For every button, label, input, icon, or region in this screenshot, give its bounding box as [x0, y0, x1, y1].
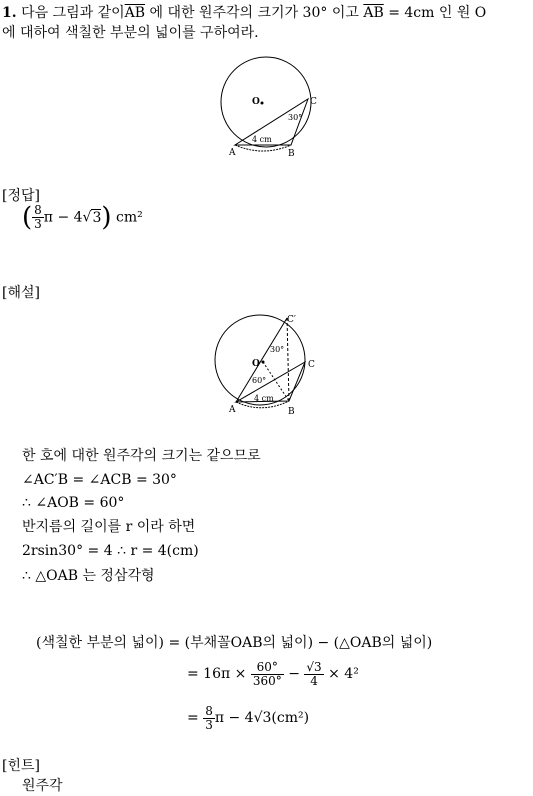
label-a: A [229, 405, 236, 415]
eq3-frac-den: 3 [205, 717, 213, 732]
circle [215, 315, 305, 405]
eq3-part-b: π − 4√3(cm²) [214, 710, 310, 726]
label-o: O [252, 359, 260, 369]
answer-pi-part: π − 4 [43, 209, 83, 226]
answer-heading: [정답] [2, 188, 40, 204]
eq2-part-a: = 16π × [187, 666, 247, 682]
solution-line-3: ∴ ∠AOB = 60° [22, 495, 125, 511]
length-label: 4 cm [254, 394, 274, 403]
problem-line-2: 에 대하여 색칠한 부분의 넓이를 구하여라. [2, 25, 259, 41]
eq2-sqrt-den: 4 [310, 673, 318, 688]
label-a: A [229, 148, 236, 158]
equation-line-1: (색칠한 부분의 넓이) = (부채꼴OAB의 넓이) − (△OAB의 넓이) [36, 635, 433, 651]
solution-line-2: ∠AC′B = ∠ACB = 30° [22, 472, 177, 488]
label-c: C [310, 97, 317, 107]
solution-line-6: ∴ △OAB 는 정삼각형 [22, 568, 155, 584]
eq3-equals: = [187, 710, 199, 726]
angle-60-label: 60° [252, 376, 267, 385]
figure-1-diagram [210, 54, 330, 160]
solution-heading: [해설] [2, 285, 40, 301]
angle-label: 30° [288, 113, 303, 122]
shaded-segment [235, 145, 291, 151]
answer-fraction [32, 204, 44, 231]
eq2-frac-num: 60° [251, 661, 284, 675]
label-o: O [252, 97, 260, 107]
problem-text-b: 에 대한 원주각의 크기가 30° 이고 [149, 5, 359, 21]
sqrt-symbol: √ [82, 209, 92, 226]
right-paren: ) [101, 202, 112, 233]
label-b: B [288, 407, 295, 417]
eq3-frac-num: 8 [205, 703, 213, 718]
hint-heading: [힌트] [2, 758, 40, 774]
answer-expression [22, 204, 143, 242]
angle-30-label: 30° [270, 345, 285, 354]
eq2-sqrt-num: √3 [306, 659, 322, 674]
problem-text-c: = 4cm 인 원 O [388, 5, 487, 21]
label-c: C [308, 360, 315, 370]
fraction-denominator: 3 [34, 217, 42, 231]
hint-text: 원주각 [22, 778, 63, 794]
problem-text-a: 다음 그림과 같이 [21, 5, 125, 21]
eq2-frac-den: 360° [252, 673, 282, 688]
eq3-fraction [203, 705, 215, 732]
line-cprime-b [287, 318, 289, 401]
solution-line-1: 한 호에 대한 원주각의 크기는 같으므로 [22, 448, 261, 464]
fraction-numerator: 8 [34, 203, 42, 217]
eq2-minus: − [288, 666, 300, 682]
problem-line-1 [2, 4, 486, 22]
left-paren: ( [22, 202, 33, 233]
label-c-prime: C′ [287, 315, 296, 325]
answer-unit: cm² [116, 209, 143, 226]
line-a-cprime [236, 318, 287, 402]
arc-ab: $\overline{AB}$ [124, 5, 146, 21]
figure-2-diagram [210, 310, 330, 420]
equation-line-3 [187, 700, 309, 736]
solution-line-4: 반지름의 길이를 r 이라 하면 [22, 519, 196, 535]
center-dot [262, 361, 265, 364]
solution-line-5: 2rsin30° = 4 ∴ r = 4(cm) [22, 543, 199, 559]
sqrt-value: 3 [92, 209, 102, 226]
eq2-fraction-sqrt [304, 661, 323, 688]
length-label: 4 cm [252, 135, 272, 144]
equation-line-2 [187, 656, 359, 692]
problem-number: 1. [2, 5, 17, 21]
eq2-fraction-deg [251, 661, 284, 688]
center-dot [261, 102, 264, 105]
eq2-part-b: × 4² [328, 666, 359, 682]
label-b: B [288, 149, 295, 159]
segment-ab: $\overline{AB}$ [363, 5, 384, 21]
circle [221, 57, 311, 147]
